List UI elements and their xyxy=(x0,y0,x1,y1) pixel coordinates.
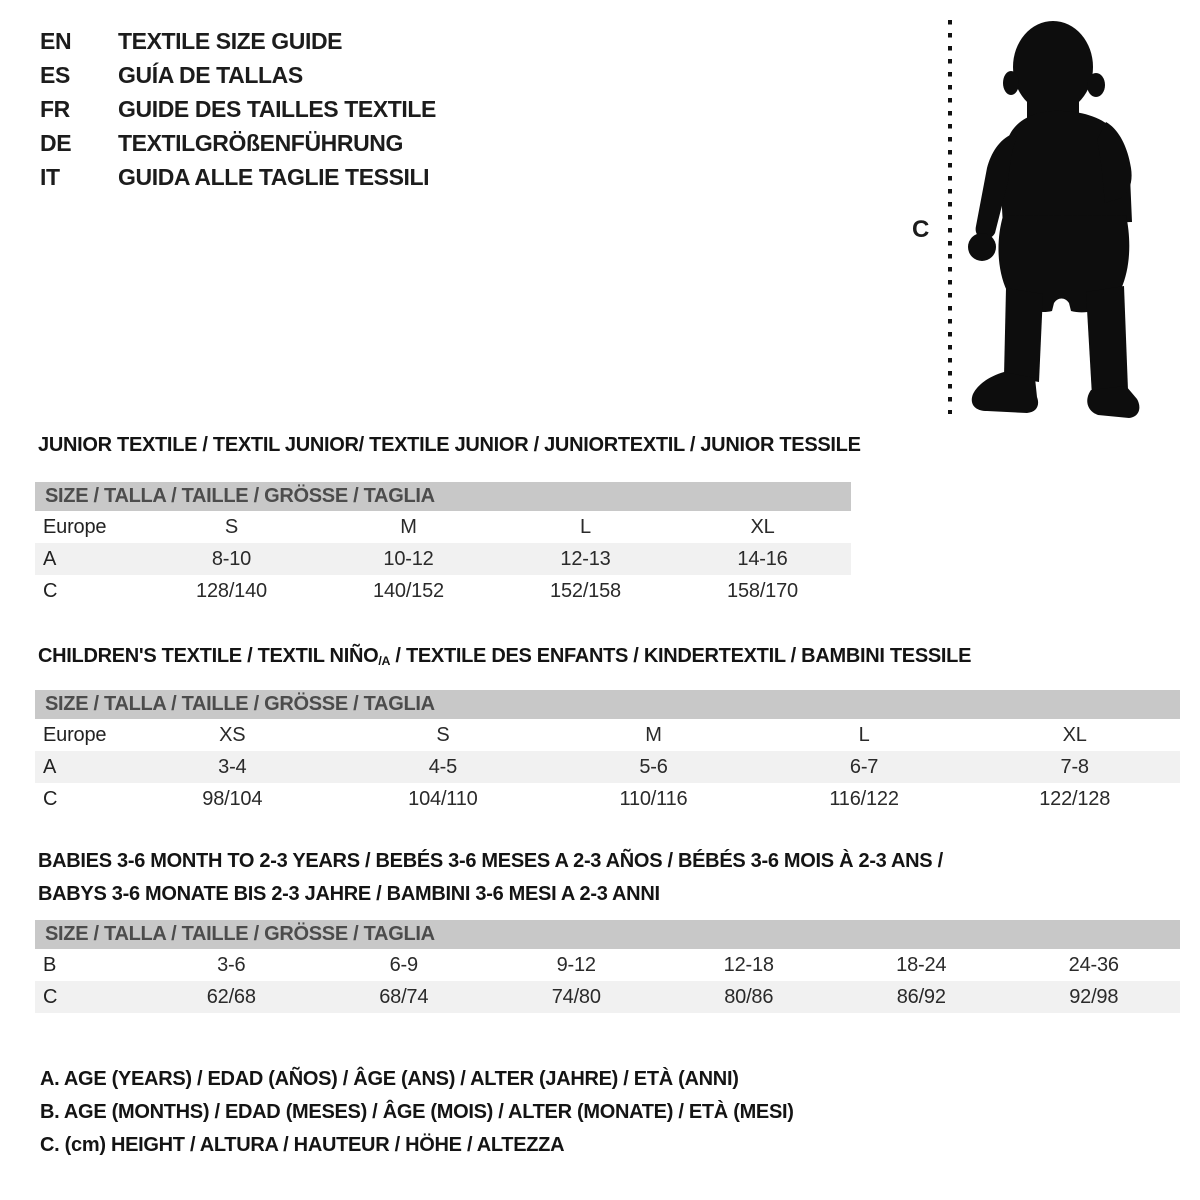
age-cell: 24-36 xyxy=(1068,953,1119,976)
size-cell: XL xyxy=(1062,723,1087,746)
height-cell: 92/98 xyxy=(1008,981,1181,1013)
footnote-age-years: A. AGE (YEARS) / EDAD (AÑOS) / ÂGE (ANS) / ALTER (JAHRE) / ETÀ (ANNI) xyxy=(40,1068,739,1090)
row-label: Europe xyxy=(43,723,107,746)
lang-row-fr xyxy=(40,96,436,130)
junior-size-table xyxy=(35,482,851,607)
height-cell: 122/128 xyxy=(1039,787,1111,810)
lang-label: GUÍA DE TALLAS xyxy=(118,62,303,88)
children-title-prefix: CHILDREN'S TEXTILE / TEXTIL NIÑO xyxy=(38,645,379,667)
size-cell: S xyxy=(224,515,239,538)
height-cell: 74/80 xyxy=(490,981,663,1013)
age-cell: 8-10 xyxy=(143,543,320,575)
size-header-bar: SIZE / TALLA / TAILLE / GRÖSSE / TAGLIA xyxy=(35,482,851,511)
height-cell: 140/152 xyxy=(373,579,444,602)
age-cell: 7-8 xyxy=(969,751,1180,783)
age-cell: 12-13 xyxy=(497,543,674,575)
height-cell: 104/110 xyxy=(408,787,478,810)
size-cell: M xyxy=(645,723,662,746)
children-title-sub: /A xyxy=(378,654,391,669)
table-row-europe xyxy=(35,719,1180,751)
footnote-height: C. (cm) HEIGHT / ALTURA / HAUTEUR / HÖHE / ALTEZZA xyxy=(40,1134,565,1156)
lang-code: DE xyxy=(40,130,72,156)
row-label: Europe xyxy=(43,515,107,538)
babies-title-line2: BABYS 3-6 MONATE BIS 2-3 JAHRE / BAMBINI 3-6 MESI A 2-3 ANNI xyxy=(38,883,660,905)
row-label: A xyxy=(35,543,143,575)
height-cell: 110/116 xyxy=(619,787,688,810)
table-row-age-months xyxy=(35,949,1180,981)
lang-row-de xyxy=(40,130,436,164)
age-cell: 5-6 xyxy=(548,751,759,783)
size-cell: XL xyxy=(750,515,775,538)
age-cell: 4-5 xyxy=(338,751,549,783)
row-label: C xyxy=(43,579,58,602)
size-cell: L xyxy=(580,515,591,538)
children-size-table xyxy=(35,690,1180,815)
height-cell: 128/140 xyxy=(196,579,267,602)
lang-row-it xyxy=(40,164,436,198)
children-section-title xyxy=(38,645,971,668)
height-cell: 116/122 xyxy=(829,787,899,810)
age-cell: 3-4 xyxy=(127,751,338,783)
height-cell: 98/104 xyxy=(202,787,263,810)
size-cell: XS xyxy=(219,723,246,746)
table-row-height xyxy=(35,575,851,607)
footnote-age-months: B. AGE (MONTHS) / EDAD (MESES) / ÂGE (MOIS) / ALTER (MONATE) / ETÀ (MESI) xyxy=(40,1101,794,1123)
baby-silhouette-icon xyxy=(900,10,1150,430)
age-cell: 12-18 xyxy=(723,953,774,976)
lang-label: TEXTILE SIZE GUIDE xyxy=(118,28,343,54)
age-cell: 18-24 xyxy=(896,953,947,976)
size-header-bar: SIZE / TALLA / TAILLE / GRÖSSE / TAGLIA xyxy=(35,690,1180,719)
age-cell: 6-7 xyxy=(759,751,970,783)
lang-row-en xyxy=(40,28,436,62)
age-cell: 10-12 xyxy=(320,543,497,575)
children-title-suffix: / TEXTILE DES ENFANTS / KINDERTEXTIL / BAMBINI TESSILE xyxy=(390,645,972,667)
height-cell: 152/158 xyxy=(550,579,621,602)
lang-label: TEXTILGRÖßENFÜHRUNG xyxy=(118,130,403,156)
table-row-europe xyxy=(35,511,851,543)
lang-code: IT xyxy=(40,164,60,190)
row-label: B xyxy=(43,953,57,976)
row-label: C xyxy=(43,787,58,810)
size-cell: M xyxy=(400,515,417,538)
babies-size-table xyxy=(35,920,1180,1013)
age-cell: 3-6 xyxy=(217,953,246,976)
height-cell: 68/74 xyxy=(318,981,491,1013)
size-header-bar: SIZE / TALLA / TAILLE / GRÖSSE / TAGLIA xyxy=(35,920,1180,949)
lang-code: FR xyxy=(40,96,70,122)
row-label: C xyxy=(35,981,145,1013)
size-cell: S xyxy=(436,723,450,746)
babies-title-line1: BABIES 3-6 MONTH TO 2-3 YEARS / BEBÉS 3-6 MESES A 2-3 AÑOS / BÉBÉS 3-6 MOIS À 2-3 ANS / xyxy=(38,850,943,872)
row-label: A xyxy=(35,751,127,783)
height-measure-label: C xyxy=(912,216,930,243)
lang-code: ES xyxy=(40,62,70,88)
height-cell: 86/92 xyxy=(835,981,1008,1013)
table-row-height xyxy=(35,981,1180,1013)
lang-row-es xyxy=(40,62,436,96)
table-row-age xyxy=(35,543,851,575)
age-cell: 6-9 xyxy=(389,953,418,976)
lang-label: GUIDE DES TAILLES TEXTILE xyxy=(118,96,436,122)
table-row-height xyxy=(35,783,1180,815)
legend-footnotes xyxy=(40,1068,794,1167)
height-cell: 62/68 xyxy=(145,981,318,1013)
height-cell: 80/86 xyxy=(663,981,836,1013)
size-cell: L xyxy=(858,723,870,746)
lang-code: EN xyxy=(40,28,72,54)
language-title-list xyxy=(40,28,436,198)
height-cell: 158/170 xyxy=(727,579,798,602)
table-row-age xyxy=(35,751,1180,783)
babies-section-title xyxy=(38,845,943,911)
lang-label: GUIDA ALLE TAGLIE TESSILI xyxy=(118,164,430,190)
age-cell: 14-16 xyxy=(674,543,851,575)
height-measure-figure xyxy=(900,10,1150,430)
age-cell: 9-12 xyxy=(556,953,596,976)
junior-section-title: JUNIOR TEXTILE / TEXTIL JUNIOR/ TEXTILE JUNIOR / JUNIORTEXTIL / JUNIOR TESSILE xyxy=(38,434,861,456)
